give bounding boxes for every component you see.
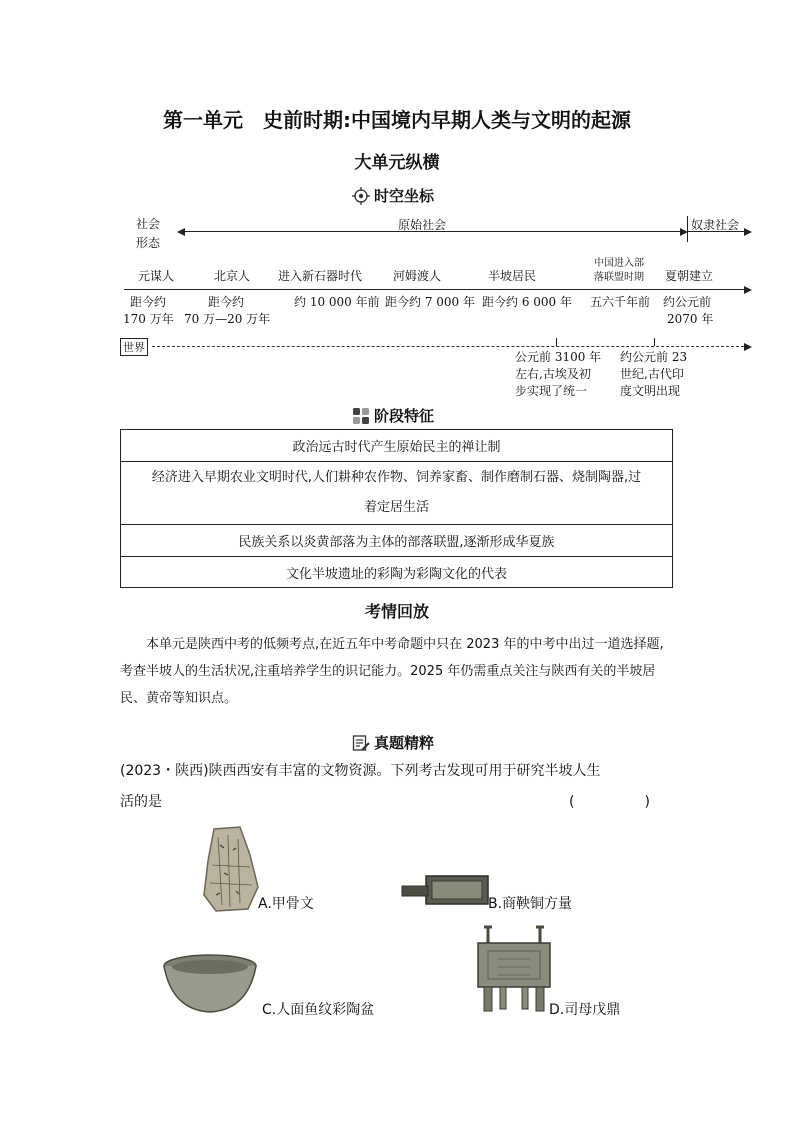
- exam-review-paragraph: 本单元是陕西中考的低频考点,在近五年中考命题中只在 2023 年的中考中出过一道选择题,考查半坡人的生活状况,注重培养学生的识记能力。2025 年仍需重点关注与陕西有关的半坡居民、黄帝等知识点。: [120, 637, 664, 706]
- section-question-title: 真题精粹: [374, 734, 435, 752]
- section-stage-header: [352, 405, 434, 426]
- option-b[interactable]: B.商鞅铜方量: [488, 896, 573, 912]
- event-time-xia-1: 约公元前: [663, 295, 712, 309]
- crosshair-icon: [352, 187, 370, 205]
- event-name-tribal-1: 中国进入部: [594, 258, 644, 269]
- world-timeline-axis: [152, 346, 744, 347]
- event-name-banpo: 半坡居民: [488, 269, 537, 283]
- stage-row-politics: 政治远古时代产生原始民主的禅让制: [121, 430, 673, 462]
- exam-paper-icon: [352, 734, 370, 752]
- slave-arrow-right: [744, 228, 752, 236]
- event-time-tribal: 五六千年前: [590, 295, 651, 309]
- event-name-neolithic: 进入新石器时代: [278, 269, 363, 283]
- event-time-xia-2: 2070 年: [667, 312, 714, 326]
- primitive-arrow-left: [177, 228, 185, 236]
- world-event-egypt-3: 步实现了统一: [515, 384, 588, 398]
- china-timeline-axis: [124, 289, 744, 290]
- answer-blank[interactable]: ( ): [569, 794, 650, 810]
- slave-society-line: [688, 231, 744, 232]
- world-axis-arrow: [744, 343, 752, 351]
- page-title: 第一单元 史前时期:中国境内早期人类与文明的起源: [163, 108, 631, 132]
- world-event-india-3: 度文明出现: [620, 384, 681, 398]
- world-tick-india: [654, 338, 655, 346]
- event-name-xia: 夏朝建立: [665, 269, 714, 283]
- option-c[interactable]: C.人面鱼纹彩陶盆: [262, 1002, 375, 1018]
- stage-row-culture: 文化半坡遗址的彩陶为彩陶文化的代表: [121, 557, 673, 588]
- world-event-egypt-2: 左右,古埃及初: [515, 367, 591, 381]
- event-time-hemudu: 距今约 7 000 年: [385, 295, 475, 309]
- event-time-yuanmou-1: 距今约: [130, 295, 167, 309]
- stage-row-economy-line1: 经济进入早期农业文明时代,人们耕种农作物、饲养家畜、制作磨制石器、烧制陶器,过: [151, 470, 642, 485]
- world-event-india-2: 世纪,古代印: [620, 367, 684, 381]
- stage-row-ethnic: 民族关系以炎黄部落为主体的部落联盟,逐渐形成华夏族: [121, 525, 673, 557]
- event-time-beijing-1: 距今约: [208, 295, 245, 309]
- option-d[interactable]: D.司母戊鼎: [549, 1002, 621, 1018]
- bronze-ding-image: [474, 925, 554, 1013]
- option-a[interactable]: A.甲骨文: [258, 896, 314, 912]
- blocks-icon: [352, 407, 370, 425]
- bronze-measure-image: [400, 872, 490, 908]
- section-timeline-header: [352, 185, 434, 206]
- section-timeline-title: 时空坐标: [374, 187, 435, 205]
- oracle-bone-image: [200, 825, 260, 913]
- event-time-beijing-2: 70 万—20 万年: [184, 312, 271, 326]
- primitive-society-line: [183, 231, 685, 232]
- event-time-banpo: 距今约 6 000 年: [482, 295, 572, 309]
- world-label: 世界: [120, 338, 148, 356]
- event-time-neolithic: 约 10 000 年前: [294, 295, 380, 309]
- social-form-label-2: 形态: [136, 236, 161, 250]
- question-stem-2: 活的是: [120, 794, 162, 810]
- exam-review-title: 考情回放: [364, 602, 429, 621]
- world-event-egypt-1: 公元前 3100 年: [515, 350, 602, 364]
- section-question-header: [352, 732, 434, 753]
- society-divider: [687, 216, 688, 242]
- event-time-yuanmou-2: 170 万年: [123, 312, 174, 326]
- event-name-tribal-2: 落联盟时期: [594, 272, 644, 283]
- event-name-beijing: 北京人: [214, 269, 251, 283]
- page-subtitle: 大单元纵横: [354, 153, 440, 173]
- stage-row-economy: [121, 462, 673, 525]
- event-name-hemudu: 河姆渡人: [393, 269, 442, 283]
- section-stage-title: 阶段特征: [374, 407, 435, 425]
- event-name-yuanmou: 元谋人: [138, 269, 175, 283]
- question-stem-1: (2023・陕西)陕西西安有丰富的文物资源。下列考古发现可用于研究半坡人生: [120, 763, 601, 779]
- world-tick-egypt: [556, 338, 557, 346]
- world-event-india-1: 约公元前 23: [620, 350, 688, 364]
- china-axis-arrow: [744, 286, 752, 294]
- primitive-society-label: 原始社会: [398, 218, 447, 232]
- pottery-basin-image: [160, 952, 260, 1016]
- slave-society-label: 奴隶社会: [691, 218, 740, 232]
- stage-row-economy-line2: 着定居生活: [363, 500, 429, 515]
- social-form-label-1: 社会: [136, 217, 161, 231]
- stage-features-table: [120, 429, 673, 588]
